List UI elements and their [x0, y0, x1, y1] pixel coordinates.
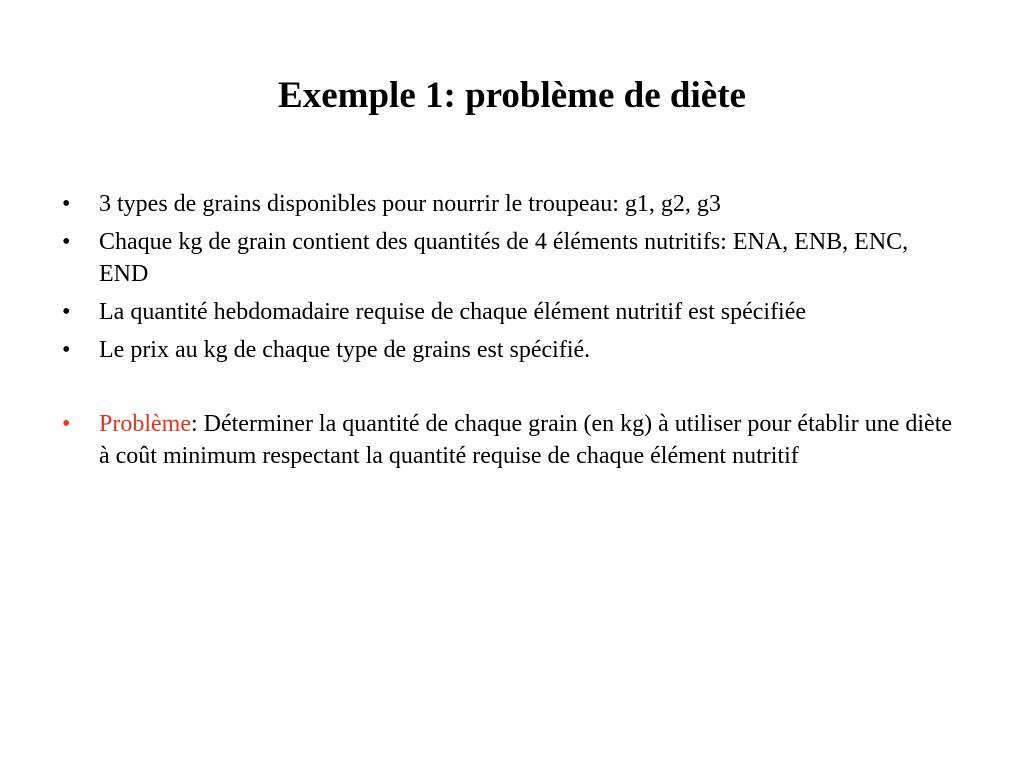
bullet-list [62, 188, 962, 478]
bullet-dot-icon: • [62, 191, 71, 217]
bullet-item-grain-types [62, 188, 962, 220]
bullet-text: Chaque kg de grain contient des quantités de 4 éléments nutritifs: ENA, ENB, ENC, END [99, 229, 909, 287]
problem-text: : Déterminer la quantité de chaque grain (en kg) à utiliser pour établir une diète à coût minimum respectant la quantité requise de chaque élément nutritif [99, 411, 953, 469]
bullet-dot-icon: • [62, 229, 71, 255]
bullet-text: La quantité hebdomadaire requise de chaque élément nutritif est spécifiée [99, 299, 807, 325]
bullet-item-weekly-requirement [62, 296, 962, 328]
problem-label: Problème [99, 411, 191, 437]
bullet-dot-icon: • [62, 337, 71, 363]
bullet-item-problem [62, 408, 962, 472]
bullet-text: Le prix au kg de chaque type de grains est spécifié. [99, 337, 591, 363]
bullet-text: 3 types de grains disponibles pour nourrir le troupeau: g1, g2, g3 [99, 191, 721, 217]
bullet-item-price [62, 334, 962, 366]
bullet-dot-icon: • [62, 411, 71, 437]
bullet-item-nutrients [62, 226, 962, 290]
slide-title: Exemple 1: problème de diète [278, 75, 746, 116]
bullet-dot-icon: • [62, 299, 71, 325]
